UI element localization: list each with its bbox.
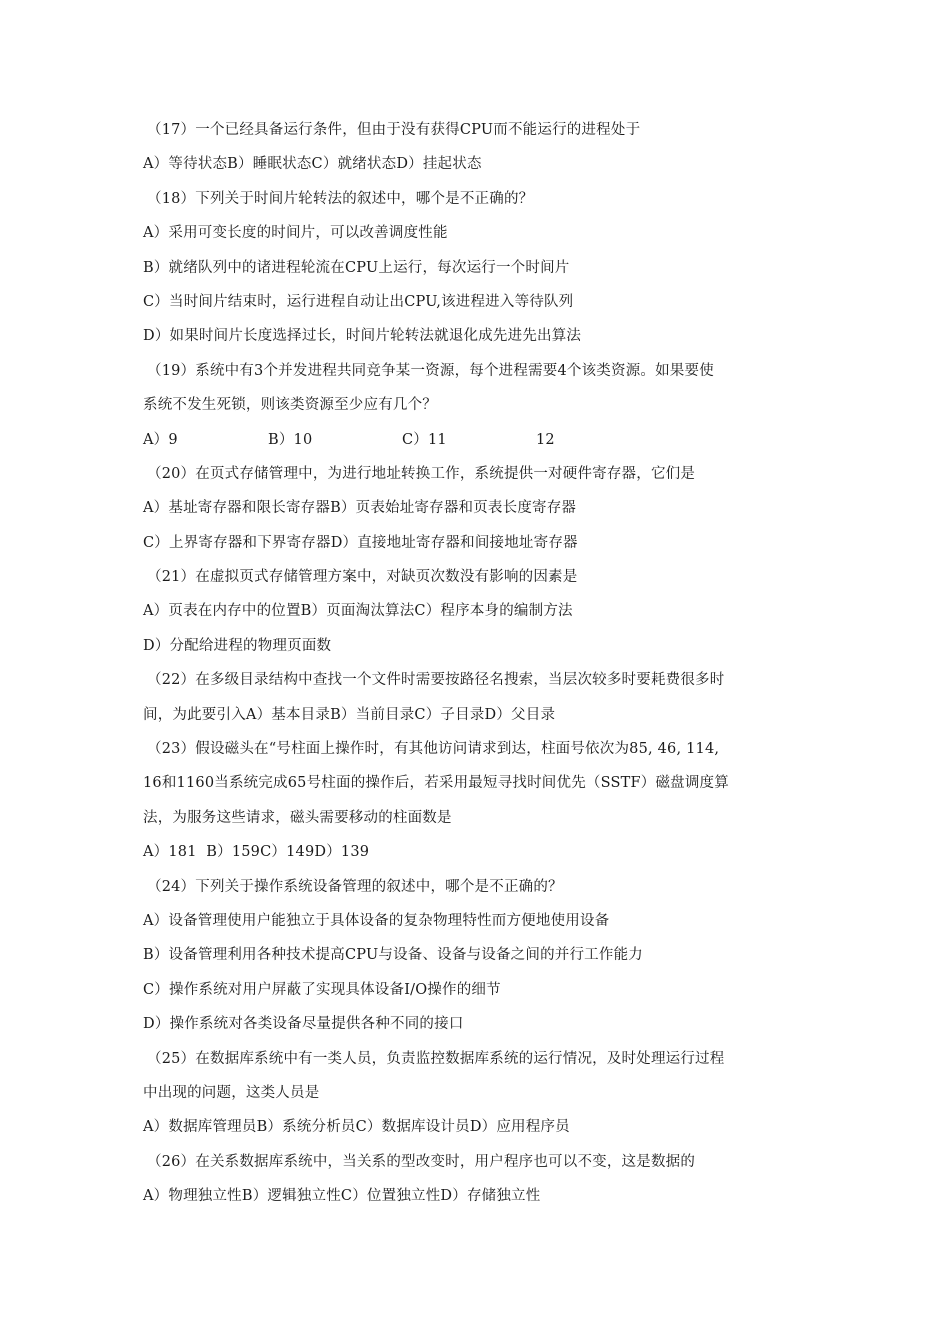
question-18-option-b: B）就绪队列中的诸进程轮流在CPU上运行，每次运行一个时间片 [143,259,570,276]
question-21-options-abc: A）页表在内存中的位置B）页面淘汰算法C）程序本身的编制方法 [143,603,573,620]
question-23-options: A）181 B）159C）149D）139 [143,844,370,861]
question-24-stem: （24）下列关于操作系统设备管理的叙述中，哪个是不正确的？ [147,878,563,895]
question-18-option-d: D）如果时间片长度选择过长，时间片轮转法就退化成先进先出算法 [143,328,582,345]
question-19-stem: （19）系统中有3个并发进程共同竞争某一资源，每个进程需要4个该类资源。如果要使 [147,362,714,379]
question-18-option-a: A）采用可变长度的时间片，可以改善调度性能 [143,225,448,242]
question-23-stem: （23）假设磁头在“号柱面上操作时，有其他访问请求到达，柱面号依次为85, 46, 114, [147,741,720,758]
question-19-stem-cont: 系统不发生死锁，则该类资源至少应有几个？ [143,397,437,414]
question-26-stem: （26）在关系数据库系统中，当关系的型改变时，用户程序也可以不变，这是数据的 [147,1153,696,1170]
question-19-option-c: C）11 [402,431,447,448]
question-20-options-ab: A）基址寄存器和限长寄存器B）页表始址寄存器和页表长度寄存器 [143,500,577,517]
question-25-stem-cont: 中出现的问题，这类人员是 [143,1084,320,1101]
question-19-option-b: B）10 [268,431,313,448]
question-18-option-c: C）当时间片结束时，运行进程自动让出CPU,该进程进入等待队列 [143,293,574,310]
question-23-stem-cont-1: 16和1160当系统完成65号柱面的操作后，若采用最短寻找时间优先（SSTF）磁盘调度算 [143,775,729,792]
question-25-stem: （25）在数据库系统中有一类人员，负责监控数据库系统的运行情况，及时处理运行过程 [147,1050,725,1067]
question-26-options: A）物理独立性B）逻辑独立性C）位置独立性D）存储独立性 [143,1188,541,1205]
question-25-options: A）数据库管理员B）系统分析员C）数据库设计员D）应用程序员 [143,1119,570,1136]
question-19-options [143,423,813,457]
question-24-option-b: B）设备管理利用各种技术提高CPU与设备、设备与设备之间的并行工作能力 [143,947,643,964]
question-18-stem: （18）下列关于时间片轮转法的叙述中，哪个是不正确的？ [147,190,534,207]
question-17-stem: （17）一个已经具备运行条件，但由于没有获得CPU而不能运行的进程处于 [147,122,641,138]
document-body [143,113,813,1214]
question-19-option-a: A）9 [143,431,178,448]
question-21-option-d: D）分配给进程的物理页面数 [143,637,332,654]
question-17-options: A）等待状态B）睡眠状态C）就绪状态D）挂起状态 [143,156,482,173]
question-24-option-a: A）设备管理使用户能独立于具体设备的复杂物理特性而方便地使用设备 [143,912,610,929]
question-22-stem-cont: 间，为此要引入A）基本目录B）当前目录C）子目录D）父目录 [143,706,556,723]
question-20-options-cd: C）上界寄存器和下界寄存器D）直接地址寄存器和间接地址寄存器 [143,534,578,551]
question-24-option-d: D）操作系统对各类设备尽量提供各种不同的接口 [143,1016,464,1033]
question-21-stem: （21）在虚拟页式存储管理方案中，对缺页次数没有影响的因素是 [147,569,578,586]
question-24-option-c: C）操作系统对用户屏蔽了实现具体设备I/O操作的细节 [143,981,501,998]
question-20-stem: （20）在页式存储管理中，为进行地址转换工作，系统提供一对硬件寄存器，它们是 [147,465,696,482]
question-19-option-d: 12 [536,431,555,448]
question-22-stem: （22）在多级目录结构中查找一个文件时需要按路径名搜索，当层次较多时要耗费很多时 [147,672,725,689]
question-23-stem-cont-2: 法，为服务这些请求，磁头需要移动的柱面数是 [143,809,452,826]
